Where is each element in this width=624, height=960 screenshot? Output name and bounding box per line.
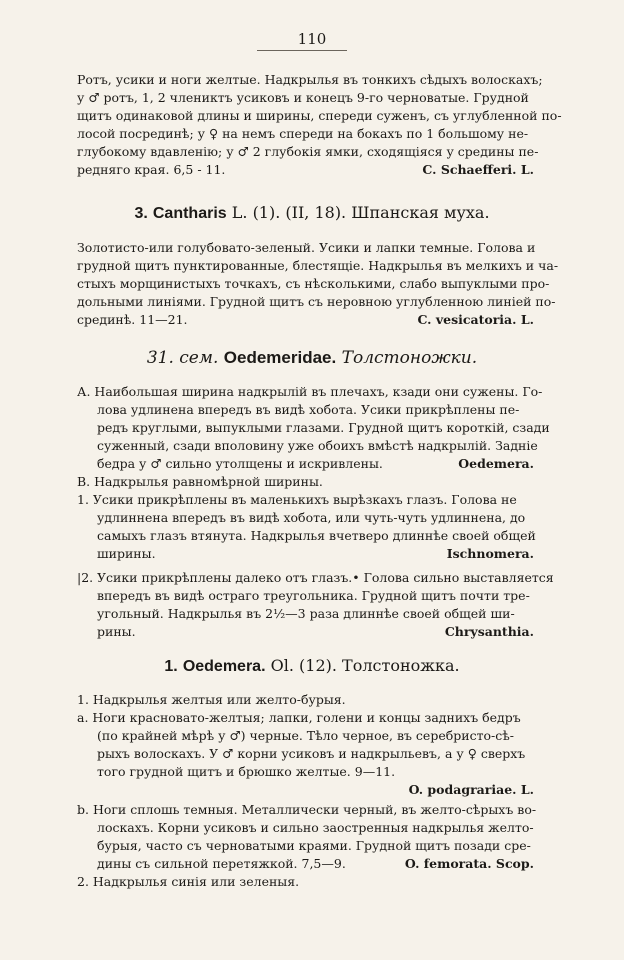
key-line: удлиннена впередъ въ видѣ хобота, или чуть-чуть удлиннена, до xyxy=(97,510,526,525)
species-name: C. Schaefferi. L. xyxy=(422,162,534,177)
genus-heading xyxy=(0,203,624,224)
family-heading xyxy=(0,348,624,368)
genus-result: Ischnomera. xyxy=(446,546,534,561)
genus-number: 3. xyxy=(134,205,148,222)
text-line: щитъ одинаковой длины и ширины, спереди суженъ, съ углубленной по- xyxy=(77,108,562,123)
genus-name: Cantharis xyxy=(152,205,227,222)
key-line: 1. Надкрылья желтыя или желто-бурыя. xyxy=(77,692,346,707)
key-line: суженный, сзади вполовину уже обоихъ вмѣстѣ надкрылій. Задніе xyxy=(97,438,538,453)
key-line: бурыя, часто съ черноватыми краями. Грудной щитъ позади сре- xyxy=(97,838,531,853)
text-line: глубокому вдавленію; у ♂ 2 глубокія ямки, сходящіяся у средины пе- xyxy=(77,144,539,159)
page-number-rule xyxy=(257,50,347,51)
key-line: а. Ноги красновато-желтыя; лапки, голени и концы заднихъ бедръ xyxy=(77,710,521,725)
genus-number: 1. xyxy=(164,658,178,675)
key-line: А. Наибольшая ширина надкрылій въ плечахъ, кзади они сужены. Го- xyxy=(77,384,543,399)
text-line: грудной щитъ пунктированные, блестящіе. Надкрылья въ мелкихъ и ча- xyxy=(77,258,559,273)
genus-name: Oedemera. xyxy=(182,658,266,675)
key-line: самыхъ глазъ втянута. Надкрылья вчетверо длиннѣе своей общей xyxy=(97,528,536,543)
key-marker: |2. xyxy=(77,570,94,585)
text-line xyxy=(77,312,534,328)
key-line: 1. Усики прикрѣплены въ маленькихъ вырѣзкахъ глазъ. Голова не xyxy=(77,492,517,507)
genus-heading-rest: Ol. (12). Толстоножка. xyxy=(270,656,460,675)
key-line: лоскахъ. Корни усиковъ и сильно заостренныя надкрылья желто- xyxy=(97,820,534,835)
genus-result: Chrysanthia. xyxy=(444,624,534,639)
key-line-content: дины съ сильной перетяжкой. 7,5—9. xyxy=(97,856,346,871)
key-line xyxy=(97,624,534,640)
species-name: O. podagrariae. L. xyxy=(408,782,534,797)
key-line: рыхъ волоскахъ. У ♂ корни усиковъ и надкрыльевъ, а у ♀ сверхъ xyxy=(97,746,526,761)
key-line xyxy=(97,856,534,872)
key-line xyxy=(97,546,534,562)
key-line: b. Ноги сплошь темныя. Металлически черный, въ желто-сѣрыхъ во- xyxy=(77,802,537,817)
genus-heading-rest: L. (1). (II, 18). Шпанская муха. xyxy=(231,203,490,222)
key-line: редъ круглыми, выпуклыми глазами. Грудной щитъ короткій, сзади xyxy=(97,420,550,435)
species-name: C. vesicatoria. L. xyxy=(417,312,534,327)
family-prefix: 31. сем. xyxy=(146,348,219,368)
text-line: дольными линіями. Грудной щитъ съ неровною углубленною линіей по- xyxy=(77,294,556,309)
text-line-content: срединѣ. 11—21. xyxy=(77,312,188,327)
family-name: Oedemeridae. xyxy=(223,348,337,367)
key-line-content: бедра у ♂ сильно утолщены и искривлены. xyxy=(97,456,383,471)
text-line xyxy=(77,162,534,178)
key-line: В. Надкрылья равномѣрной ширины. xyxy=(77,474,323,489)
key-line-content: рины. xyxy=(97,624,136,639)
text-line: стыхъ морщинистыхъ точкахъ, съ нѣсколькими, слабо выпуклыми про- xyxy=(77,276,550,291)
key-line: 2. Надкрылья синія или зеленыя. xyxy=(77,874,300,889)
genus-result: Oedemera. xyxy=(458,456,534,471)
key-line: угольный. Надкрылья въ 2½—3 раза длиннѣе своей общей ши- xyxy=(97,606,515,621)
key-line: лова удлинена впередъ въ видѣ хобота. Усики прикрѣплены пе- xyxy=(97,402,520,417)
text-line-content: редняго края. 6,5 - 11. xyxy=(77,162,226,177)
key-line: того грудной щитъ и брюшко желтые. 9—11. xyxy=(97,764,396,779)
genus-heading xyxy=(0,656,624,677)
key-line: (по крайней мѣрѣ у ♂) черные. Тѣло черное, въ серебристо-сѣ- xyxy=(97,728,515,743)
key-line: Усики прикрѣплены далеко отъ глазъ.• Голова сильно выставляется xyxy=(97,570,554,585)
page-number: 110 xyxy=(297,30,327,48)
species-name: O. femorata. Scop. xyxy=(404,856,534,871)
text-line: у ♂ ротъ, 1, 2 члениктъ усиковъ и конецъ 9-го черноватые. Грудной xyxy=(77,90,529,105)
key-line: впередъ въ видѣ остраго треугольника. Грудной щитъ почти тре- xyxy=(97,588,530,603)
text-line: Золотисто-или голубовато-зеленый. Усики и лапки темные. Голова и xyxy=(77,240,536,255)
key-line-content: ширины. xyxy=(97,546,156,561)
key-line xyxy=(97,456,534,472)
family-suffix: Толстоножки. xyxy=(341,348,478,368)
text-line: лосой посрединѣ; у ♀ на немъ спереди на бокахъ по 1 большому не- xyxy=(77,126,529,141)
text-line: Ротъ, усики и ноги желтые. Надкрылья въ тонкихъ сѣдыхъ волоскахъ; xyxy=(77,72,543,87)
